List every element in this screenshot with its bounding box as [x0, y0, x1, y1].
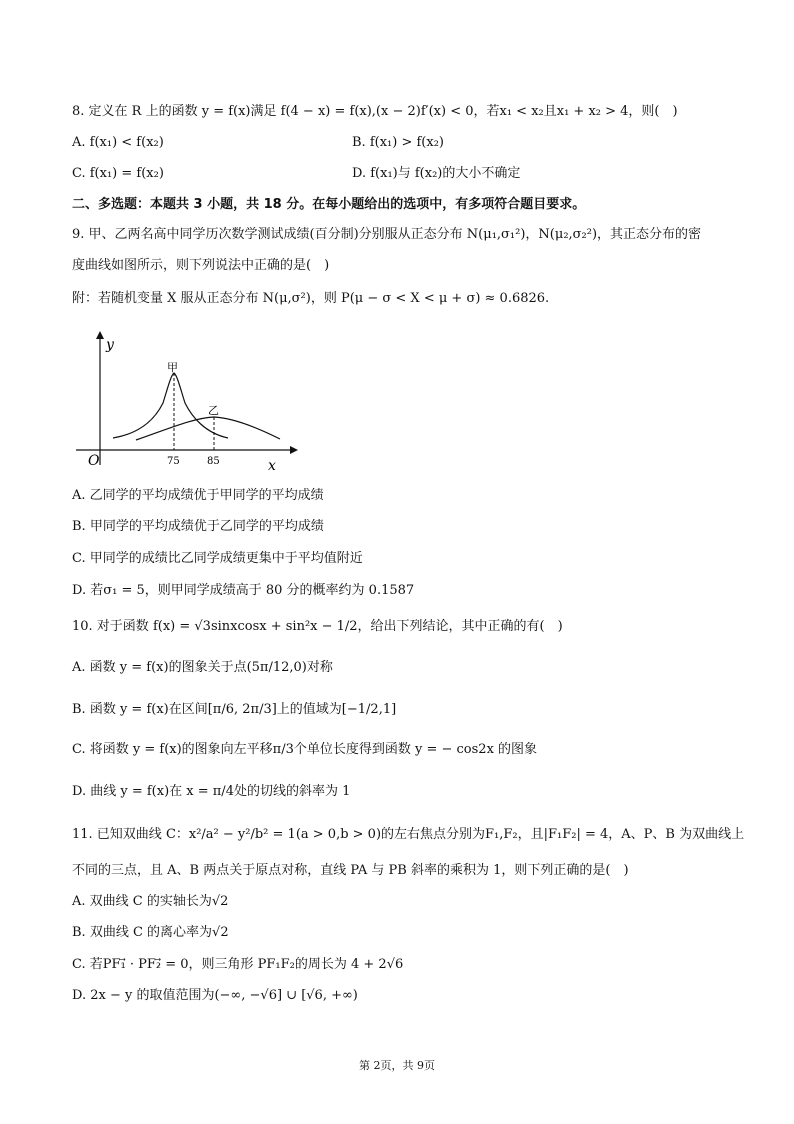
q10-option-b: B. 函数 y = f(x)在区间[π/6, 2π/3]上的值域为[−1/2,1] [72, 702, 397, 717]
q9-option-c: C. 甲同学的成绩比乙同学成绩更集中于平均值附近 [72, 551, 363, 566]
x-axis-arrow [290, 446, 298, 454]
q11-option-a: A. 双曲线 C 的实轴长为√2 [72, 894, 229, 909]
q10-option-a: A. 函数 y = f(x)的图象关于点(5π/12,0)对称 [72, 660, 333, 675]
y-axis-arrow [96, 331, 104, 339]
q11-stem-line1: 11. 已知双曲线 C：x²/a² − y²/b² = 1(a > 0,b > 0)的左右焦点分别为F₁,F₂，且|F₁F₂| = 4，A、P、B 为双曲线上 [72, 827, 745, 842]
q11-option-b: B. 双曲线 C 的离心率为√2 [72, 925, 229, 940]
curve-jia-label: 甲 [167, 361, 178, 374]
q11-stem-line2: 不同的三点，且 A、B 两点关于原点对称，直线 PA 与 PB 斜率的乘积为 1，则下列正确的是( ) [72, 863, 629, 878]
q9-option-b: B. 甲同学的平均成绩优于乙同学的平均成绩 [72, 519, 324, 534]
tick-label-85: 85 [207, 456, 220, 467]
curve-yi-label: 乙 [208, 404, 219, 417]
q9-stem-line2: 度曲线如图所示，则下列说法中正确的是( ) [72, 258, 330, 273]
normal-distribution-graph [68, 325, 308, 475]
section-heading: 二、多选题：本题共 3 小题，共 18 分。在每小题给出的选项中，有多项符合题目要求。 [72, 197, 586, 212]
q11-option-d: D. 2x − y 的取值范围为(−∞, −√6] ∪ [√6, +∞) [72, 988, 358, 1003]
q8-option-d: D. f(x₁)与 f(x₂)的大小不确定 [352, 166, 521, 181]
q9-option-a: A. 乙同学的平均成绩优于甲同学的平均成绩 [72, 488, 324, 503]
tick-label-75: 75 [167, 456, 180, 467]
q8-option-a: A. f(x₁) < f(x₂) [72, 135, 164, 150]
q11-option-c: C. 若PF₁⃗ · PF₂⃗ = 0，则三角形 PF₁F₂的周长为 4 + 2√6 [72, 957, 404, 972]
q9-note: 附：若随机变量 X 服从正态分布 N(μ,σ²)，则 P(μ − σ < X < μ + σ) ≈ 0.6826. [72, 291, 550, 306]
q9-option-d: D. 若σ₁ = 5，则甲同学成绩高于 80 分的概率约为 0.1587 [72, 583, 415, 598]
y-axis-label: y [106, 337, 114, 353]
origin-label: O [88, 453, 100, 469]
page-footer: 第 2页，共 9页 [359, 1059, 435, 1072]
q8-stem: 8. 定义在 R 上的函数 y = f(x)满足 f(4 − x) = f(x),(x − 2)f′(x) < 0，若x₁ < x₂且x₁ + x₂ > 4，则( ) [72, 104, 678, 119]
q8-option-b: B. f(x₁) > f(x₂) [352, 135, 444, 150]
q8-option-c: C. f(x₁) = f(x₂) [72, 166, 164, 181]
q9-stem-line1: 9. 甲、乙两名高中同学历次数学测试成绩(百分制)分别服从正态分布 N(μ₁,σ₁²)，N(μ₂,σ₂²)，其正态分布的密 [72, 227, 702, 242]
x-axis-label: x [268, 458, 276, 474]
q10-option-c: C. 将函数 y = f(x)的图象向左平移π/3个单位长度得到函数 y = − cos2x 的图象 [72, 742, 538, 757]
curve-yi [136, 417, 280, 440]
q10-stem: 10. 对于函数 f(x) = √3sinxcosx + sin²x − 1/2，给出下列结论，其中正确的有( ) [72, 619, 563, 634]
q10-option-d: D. 曲线 y = f(x)在 x = π/4处的切线的斜率为 1 [72, 784, 351, 799]
